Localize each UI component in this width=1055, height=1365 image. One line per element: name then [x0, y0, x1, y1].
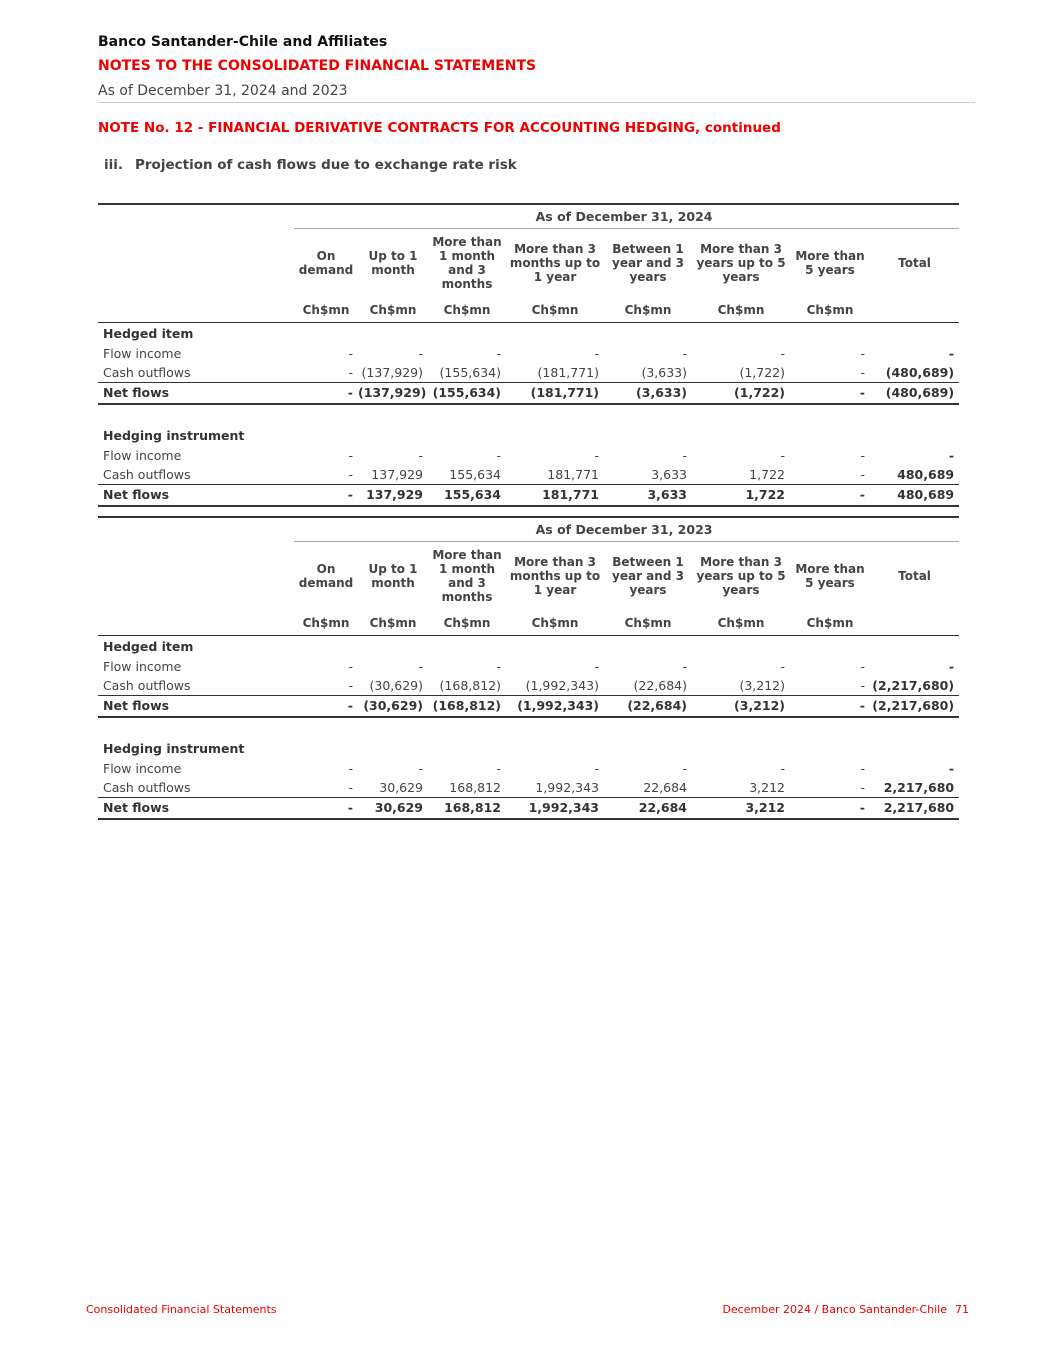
value-cell: (3,212) [692, 695, 790, 717]
column-header: Total [898, 569, 931, 584]
unit-label: Ch$mn [294, 611, 358, 635]
value-cell: - [790, 382, 870, 404]
column-header: Total [898, 256, 931, 271]
value-cell: 3,212 [749, 779, 785, 795]
company-name: Banco Santander-Chile and Affiliates [98, 34, 388, 50]
column-header: Up to 1 month [368, 249, 418, 278]
spacer-cell [98, 404, 959, 424]
blank-cell [604, 322, 692, 344]
value-cell: - [418, 448, 423, 463]
value-cell: (2,217,680) [870, 695, 959, 717]
value-cell: 480,689 [870, 484, 959, 506]
value-cell: - [418, 659, 423, 674]
value-cell: 181,771 [547, 466, 599, 482]
row-label: Flow income [103, 659, 182, 674]
value-cell: - [348, 779, 353, 795]
spacer-row [98, 717, 959, 737]
blank-cell [870, 635, 959, 657]
value-cell: 3,212 [692, 797, 790, 819]
blank-cell [98, 541, 294, 611]
row-label: Net flows [98, 484, 294, 506]
row-label: Net flows [98, 797, 294, 819]
period-row [98, 517, 959, 541]
value-cell: 480,689 [897, 466, 955, 482]
row-label: Cash outflows [103, 779, 191, 795]
data-row [98, 676, 959, 695]
value-cell: (22,684) [604, 695, 692, 717]
note-title: NOTE No. 12 - FINANCIAL DERIVATIVE CONTRACTS FOR ACCOUNTING HEDGING, continued [98, 120, 781, 136]
value-cell: (22,684) [633, 677, 687, 693]
blank-cell [506, 424, 604, 446]
data-row [98, 465, 959, 484]
group-title: Hedged item [103, 325, 194, 341]
unit-label: Ch$mn [790, 611, 870, 635]
value-cell: - [682, 346, 687, 361]
row-label: Net flows [98, 695, 294, 717]
blank-cell [692, 635, 790, 657]
blank-cell [604, 737, 692, 759]
value-cell: (137,929) [358, 382, 428, 404]
notes-title: NOTES TO THE CONSOLIDATED FINANCIAL STATEMENTS [98, 58, 537, 74]
value-cell: - [948, 659, 955, 674]
value-cell: (168,812) [428, 695, 506, 717]
value-cell: 3,633 [604, 484, 692, 506]
value-cell: - [496, 761, 501, 776]
column-header: Between 1 year and 3 years [612, 555, 684, 598]
blank-cell [870, 298, 959, 322]
unit-label: Ch$mn [358, 611, 428, 635]
value-cell: - [294, 382, 358, 404]
unit-label: Ch$mn [790, 298, 870, 322]
value-cell: - [780, 761, 785, 776]
data-row [98, 778, 959, 797]
value-cell: (30,629) [369, 677, 423, 693]
blank-cell [294, 322, 358, 344]
blank-cell [294, 635, 358, 657]
value-cell: 2,217,680 [870, 797, 959, 819]
period-row [98, 204, 959, 228]
column-header: More than 5 years [795, 249, 865, 278]
blank-cell [428, 424, 506, 446]
footer-right [722, 1303, 969, 1316]
column-header: More than 3 years up to 5 years [696, 555, 786, 598]
value-cell: - [860, 448, 865, 463]
blank-cell [98, 611, 294, 635]
blank-cell [506, 322, 604, 344]
blank-cell [870, 322, 959, 344]
report-period: As of December 31, 2024 and 2023 [98, 83, 348, 99]
value-cell: (3,633) [604, 382, 692, 404]
unit-label: Ch$mn [428, 611, 506, 635]
value-cell: - [780, 448, 785, 463]
value-cell: - [496, 659, 501, 674]
value-cell: - [682, 761, 687, 776]
value-cell: (181,771) [506, 382, 604, 404]
header-divider [98, 102, 975, 103]
value-cell: - [948, 448, 955, 463]
row-label: Flow income [103, 448, 182, 463]
unit-label: Ch$mn [358, 298, 428, 322]
row-label: Flow income [103, 761, 182, 776]
value-cell: (2,217,680) [872, 677, 955, 693]
value-cell: (1,992,343) [525, 677, 599, 693]
value-cell: - [860, 761, 865, 776]
cash-flow-table-2024 [98, 203, 959, 507]
value-cell: - [348, 448, 353, 463]
group-title-row [98, 322, 959, 344]
blank-cell [428, 635, 506, 657]
value-cell: - [860, 346, 865, 361]
blank-cell [692, 737, 790, 759]
blank-cell [870, 737, 959, 759]
unit-label: Ch$mn [506, 611, 604, 635]
group-title-row [98, 737, 959, 759]
value-cell: (3,212) [739, 677, 785, 693]
group-title-row [98, 424, 959, 446]
blank-cell [604, 424, 692, 446]
net-row [98, 382, 959, 404]
section-number: iii. [104, 157, 124, 173]
net-row [98, 797, 959, 819]
value-cell: - [948, 346, 955, 361]
blank-cell [98, 228, 294, 298]
value-cell: 22,684 [643, 779, 687, 795]
value-cell: 137,929 [371, 466, 423, 482]
value-cell: - [780, 659, 785, 674]
unit-label: Ch$mn [604, 611, 692, 635]
value-cell: (480,689) [870, 382, 959, 404]
blank-cell [870, 611, 959, 635]
column-header: More than 5 years [795, 562, 865, 591]
value-cell: 30,629 [379, 779, 423, 795]
spacer-cell [98, 717, 959, 737]
unit-label: Ch$mn [428, 298, 506, 322]
data-row [98, 657, 959, 676]
value-cell: (1,722) [692, 382, 790, 404]
value-cell: 155,634 [428, 484, 506, 506]
unit-label: Ch$mn [294, 298, 358, 322]
blank-cell [604, 635, 692, 657]
column-header: More than 3 months up to 1 year [509, 242, 601, 285]
blank-cell [790, 322, 870, 344]
value-cell: 1,992,343 [535, 779, 599, 795]
value-cell: - [682, 448, 687, 463]
value-cell: (1,992,343) [506, 695, 604, 717]
value-cell: - [348, 364, 353, 380]
data-row [98, 363, 959, 382]
value-cell: - [348, 677, 353, 693]
value-cell: (480,689) [885, 364, 955, 380]
period-header: As of December 31, 2024 [294, 204, 959, 228]
value-cell: - [348, 761, 353, 776]
blank-cell [358, 424, 428, 446]
blank-cell [870, 424, 959, 446]
value-cell: (181,771) [537, 364, 599, 380]
unit-label: Ch$mn [692, 611, 790, 635]
value-cell: 30,629 [358, 797, 428, 819]
column-header: More than 1 month and 3 months [432, 548, 502, 605]
blank-cell [790, 424, 870, 446]
net-row [98, 484, 959, 506]
value-cell: - [348, 466, 353, 482]
column-header: More than 3 years up to 5 years [696, 242, 786, 285]
data-row [98, 446, 959, 465]
blank-cell [428, 737, 506, 759]
blank-cell [790, 635, 870, 657]
value-cell: 168,812 [449, 779, 501, 795]
column-header: More than 1 month and 3 months [432, 235, 502, 292]
value-cell: - [418, 761, 423, 776]
column-header: Up to 1 month [368, 562, 418, 591]
net-row [98, 695, 959, 717]
column-header-row [98, 541, 959, 611]
value-cell: - [780, 346, 785, 361]
blank-cell [692, 424, 790, 446]
data-row [98, 344, 959, 363]
period-header: As of December 31, 2023 [294, 517, 959, 541]
value-cell: 1,722 [692, 484, 790, 506]
group-title: Hedging instrument [103, 740, 245, 756]
value-cell: - [294, 484, 358, 506]
blank-cell [98, 517, 294, 541]
value-cell: - [790, 695, 870, 717]
blank-cell [428, 322, 506, 344]
value-cell: - [594, 448, 599, 463]
group-title: Hedging instrument [103, 427, 245, 443]
unit-label: Ch$mn [692, 298, 790, 322]
value-cell: (3,633) [641, 364, 687, 380]
column-header: Between 1 year and 3 years [612, 242, 684, 285]
value-cell: - [860, 364, 865, 380]
value-cell: - [860, 677, 865, 693]
data-row [98, 759, 959, 778]
value-cell: - [860, 779, 865, 795]
value-cell: - [948, 761, 955, 776]
spacer-row [98, 404, 959, 424]
row-label: Net flows [98, 382, 294, 404]
unit-row [98, 611, 959, 635]
section-title [104, 157, 517, 173]
value-cell: - [594, 346, 599, 361]
value-cell: - [860, 659, 865, 674]
blank-cell [506, 737, 604, 759]
value-cell: - [496, 346, 501, 361]
value-cell: - [790, 797, 870, 819]
page-number: 71 [955, 1303, 969, 1316]
value-cell: 1,992,343 [506, 797, 604, 819]
blank-cell [98, 298, 294, 322]
value-cell: (137,929) [361, 364, 423, 380]
value-cell: - [348, 659, 353, 674]
unit-label: Ch$mn [604, 298, 692, 322]
value-cell: - [496, 448, 501, 463]
value-cell: (30,629) [358, 695, 428, 717]
value-cell: - [294, 797, 358, 819]
group-title: Hedged item [103, 638, 194, 654]
column-header: On demand [298, 249, 354, 278]
value-cell: 22,684 [604, 797, 692, 819]
blank-cell [294, 737, 358, 759]
blank-cell [506, 635, 604, 657]
blank-cell [790, 737, 870, 759]
value-cell: - [418, 346, 423, 361]
column-header: More than 3 months up to 1 year [509, 555, 601, 598]
column-header: On demand [298, 562, 354, 591]
blank-cell [358, 737, 428, 759]
value-cell: - [594, 761, 599, 776]
value-cell: 2,217,680 [883, 779, 955, 795]
blank-cell [358, 322, 428, 344]
value-cell: - [790, 484, 870, 506]
group-title-row [98, 635, 959, 657]
value-cell: 181,771 [506, 484, 604, 506]
row-label: Cash outflows [103, 466, 191, 482]
cash-flow-table-2023 [98, 516, 959, 820]
value-cell: (155,634) [439, 364, 501, 380]
row-label: Flow income [103, 346, 182, 361]
value-cell: 137,929 [358, 484, 428, 506]
row-label: Cash outflows [103, 364, 191, 380]
value-cell: - [682, 659, 687, 674]
value-cell: (168,812) [439, 677, 501, 693]
value-cell: 168,812 [428, 797, 506, 819]
value-cell: - [294, 695, 358, 717]
value-cell: 3,633 [651, 466, 687, 482]
section-title-text: Projection of cash flows due to exchange rate risk [135, 157, 517, 173]
blank-cell [98, 204, 294, 228]
value-cell: - [860, 466, 865, 482]
value-cell: 1,722 [749, 466, 785, 482]
unit-label: Ch$mn [506, 298, 604, 322]
value-cell: - [594, 659, 599, 674]
footer-left: Consolidated Financial Statements [86, 1303, 277, 1316]
value-cell: (155,634) [428, 382, 506, 404]
value-cell: 155,634 [449, 466, 501, 482]
footer-right-text: December 2024 / Banco Santander-Chile [722, 1303, 947, 1316]
column-header-row [98, 228, 959, 298]
value-cell: (1,722) [739, 364, 785, 380]
unit-row [98, 298, 959, 322]
row-label: Cash outflows [103, 677, 191, 693]
blank-cell [692, 322, 790, 344]
value-cell: - [348, 346, 353, 361]
blank-cell [358, 635, 428, 657]
blank-cell [294, 424, 358, 446]
